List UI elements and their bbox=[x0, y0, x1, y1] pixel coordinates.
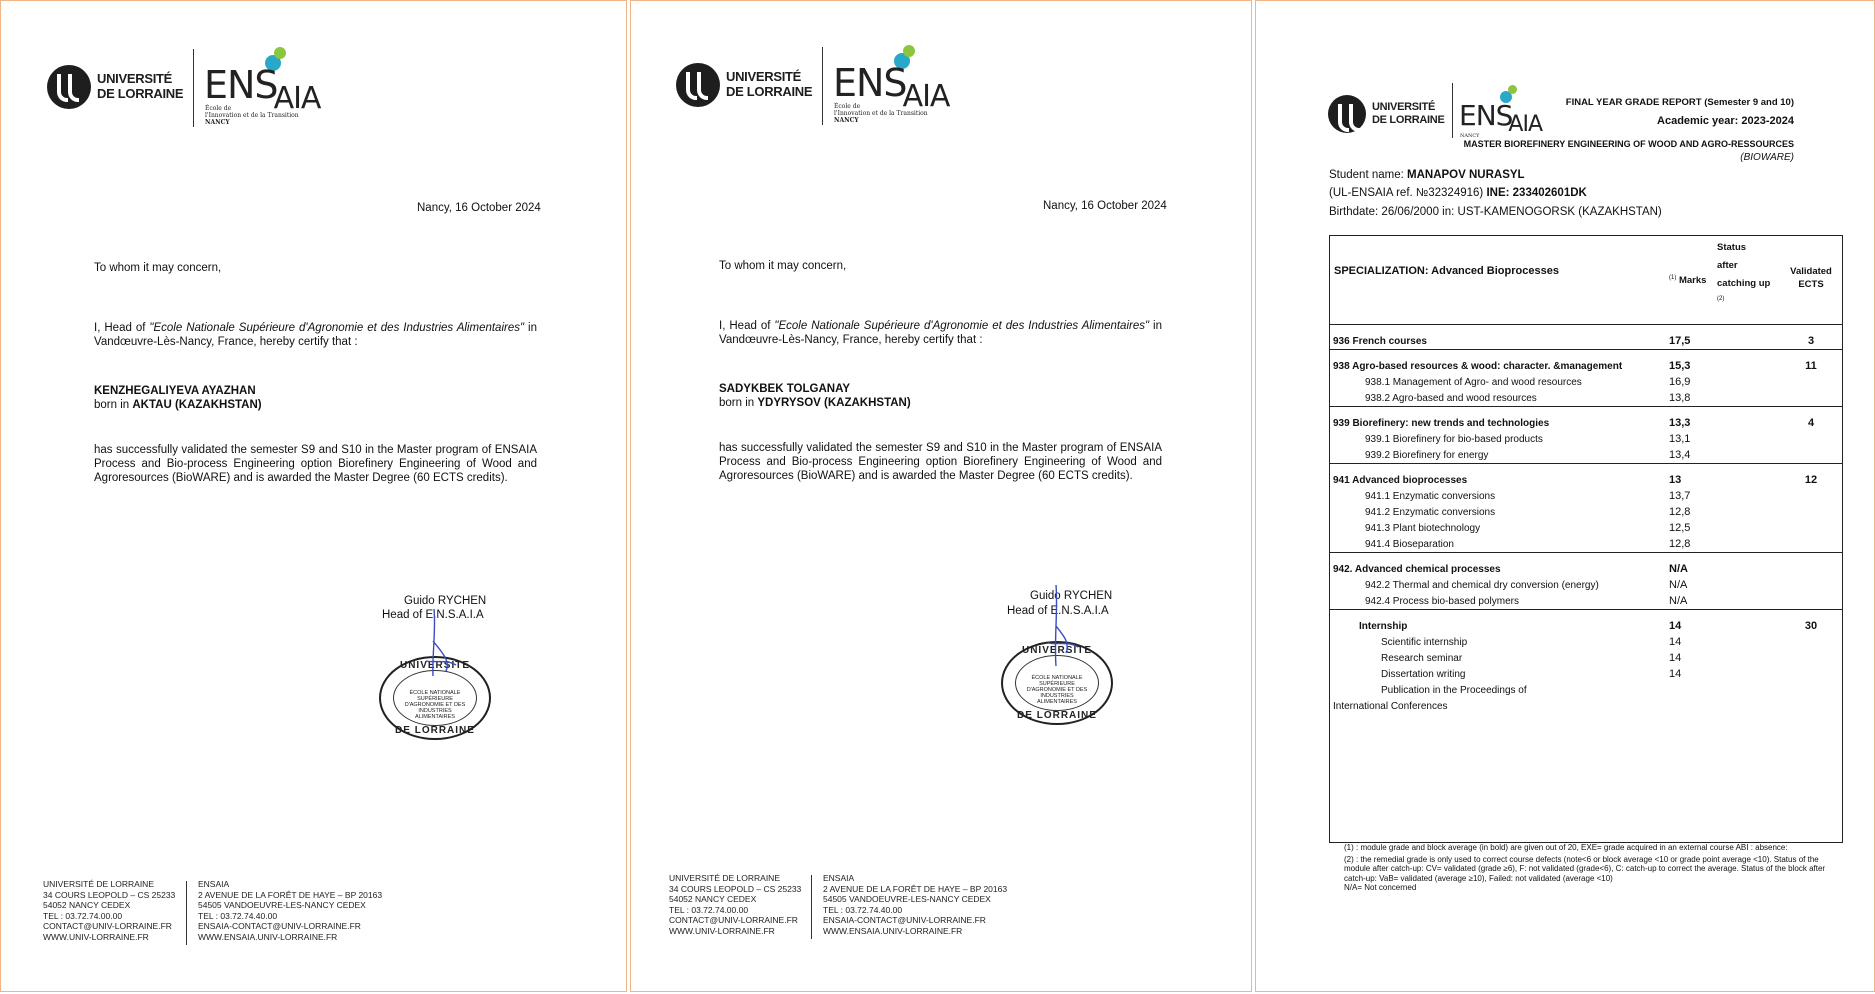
ul-logo-icon bbox=[676, 63, 720, 107]
course-ects bbox=[1779, 390, 1843, 407]
letter-body: has successfully validated the semester S9 and S10 in the Master program of ENSAIA Process and Bio-process Engineering option Biorefinery Engineering of Wood and Agroresources (BioWARE) and is awarded the Master Degree (60 ECTS credits). bbox=[94, 444, 537, 484]
signer-title: Head of E.N.S.A.I.A bbox=[1007, 605, 1109, 617]
signature bbox=[406, 601, 476, 691]
course-ects: 12 bbox=[1779, 464, 1843, 489]
footer-ensaia-address: ENSAIA 2 AVENUE DE LA FORÊT DE HAYE – BP 20163 54505 VANDOEUVRE-LES-NANCY CEDEX TEL : 03.72.74.40.00 ENSAIA-CONTACT@UNIV-LORRAINE.FR WWW.ENSAIA.UNIV-LORRAINE.FR bbox=[198, 879, 383, 942]
grade-subrow bbox=[1329, 577, 1843, 593]
grade-group-row bbox=[1329, 464, 1843, 489]
ul-logo-icon bbox=[1328, 95, 1366, 133]
logo-divider bbox=[1452, 83, 1453, 138]
student-name: SADYKBEK TOLGANAY bbox=[719, 383, 850, 395]
course-label: 939 Biorefinery: new trends and technologies bbox=[1329, 407, 1667, 432]
grade-subrow bbox=[1329, 447, 1843, 464]
course-label: 938 Agro-based resources & wood: character. &management bbox=[1329, 350, 1667, 375]
grade-table bbox=[1329, 235, 1843, 714]
course-ects bbox=[1779, 553, 1843, 578]
grade-subrow bbox=[1329, 520, 1843, 536]
grade-subrow bbox=[1329, 593, 1843, 610]
course-status bbox=[1715, 610, 1779, 635]
course-mark: 14 bbox=[1669, 652, 1682, 664]
course-label: Internship bbox=[1329, 610, 1667, 635]
course-status bbox=[1715, 698, 1779, 714]
course-mark: 16,9 bbox=[1669, 376, 1691, 388]
grade-subrow bbox=[1329, 431, 1843, 447]
ensaia-dot-green-icon bbox=[1508, 85, 1517, 94]
course-status bbox=[1715, 553, 1779, 578]
course-status bbox=[1715, 390, 1779, 407]
course-label: 941.2 Enzymatic conversions bbox=[1365, 507, 1496, 518]
course-mark: 13 bbox=[1667, 464, 1715, 489]
course-status bbox=[1715, 374, 1779, 390]
ul-logo-icon bbox=[47, 65, 91, 109]
course-label: Scientific internship bbox=[1381, 637, 1468, 648]
certificate-page-1 bbox=[0, 0, 627, 992]
footer-ul-address: UNIVERSITÉ DE LORRAINE 34 COURS LEOPOLD – CS 25233 54052 NANCY CEDEX TEL : 03.72.74.00.00 CONTACT@UNIV-LORRAINE.FR WWW.UNIV-LORRAINE.FR bbox=[669, 873, 802, 936]
ensaia-logo-subtitle: École de l'Innovation et de la Transition NANCY bbox=[834, 103, 928, 124]
course-label: 939.2 Biorefinery for energy bbox=[1365, 450, 1489, 461]
ensaia-logo-text: $ENS_{AIA}$ bbox=[1459, 99, 1543, 137]
course-label: Publication in the Proceedings of bbox=[1381, 685, 1527, 696]
footer-divider bbox=[186, 881, 187, 945]
master-program: MASTER BIOREFINERY ENGINEERING OF WOOD AND AGRO-RESSOURCES bbox=[1463, 139, 1794, 149]
course-mark: 13,8 bbox=[1669, 392, 1691, 404]
course-label: 942.4 Process bio-based polymers bbox=[1365, 596, 1519, 607]
course-ects bbox=[1779, 431, 1843, 447]
footnote-3: N/A= Not concerned bbox=[1344, 883, 1417, 892]
status-header: Status after catching up $^{(2)}$ bbox=[1717, 242, 1771, 302]
student-name: KENZHEGALIYEVA AYAZHAN bbox=[94, 385, 256, 397]
table-header-row bbox=[1329, 235, 1843, 325]
course-mark: 14 bbox=[1669, 636, 1682, 648]
grade-group-row bbox=[1329, 610, 1843, 635]
letter-body: has successfully validated the semester S9 and S10 in the Master program of ENSAIA Process and Bio-process Engineering option Biorefinery Engineering of Wood and Agroresources (BioWARE) and is awarded the Master Degree (60 ECTS credits). bbox=[719, 442, 1162, 482]
course-label: 939.1 Biorefinery for bio-based products bbox=[1365, 434, 1543, 445]
marks-header: $^{(1)}$ Marks bbox=[1669, 275, 1707, 287]
letter-date: Nancy, 16 October 2024 bbox=[417, 202, 541, 214]
letter-salutation: To whom it may concern, bbox=[94, 262, 222, 274]
course-status bbox=[1715, 520, 1779, 536]
course-label: 936 French courses bbox=[1329, 325, 1667, 350]
ensaia-dot-green-icon bbox=[903, 45, 915, 57]
course-label: 938.1 Management of Agro- and wood resources bbox=[1365, 377, 1582, 388]
grade-subrow bbox=[1329, 682, 1843, 698]
course-mark: N/A bbox=[1669, 579, 1688, 591]
course-mark: 13,3 bbox=[1667, 407, 1715, 432]
course-mark bbox=[1667, 698, 1715, 714]
letter-intro: I, Head of "Ecole Nationale Supérieure d'Agronomie et des Industries Alimentaires" in Vandœuvre-Lès-Nancy, France, hereby certify that : bbox=[719, 320, 1162, 346]
grade-group-row bbox=[1329, 350, 1843, 375]
course-ects bbox=[1779, 666, 1843, 682]
course-ects bbox=[1779, 650, 1843, 666]
course-label: 941.3 Plant biotechnology bbox=[1365, 523, 1481, 534]
footnote-2: (2) : the remedial grade is only used to correct course defects (note<6 or block average <10 or grade point average <10). Status of the module after catch-up: CV= validated (grade ≥6), F: not validated (grade<6), C: catch-up to correct the average. Status of the block after catch-up: VaB= validated (average ≥10), Failed: not validated (average <10) bbox=[1344, 854, 1826, 883]
grade-subrow bbox=[1329, 698, 1843, 714]
signer-name: Guido RYCHEN bbox=[1030, 590, 1113, 602]
course-ects bbox=[1779, 593, 1843, 610]
footer-ul-address: UNIVERSITÉ DE LORRAINE 34 COURS LEOPOLD – CS 25233 54052 NANCY CEDEX TEL : 03.72.74.00.00 CONTACT@UNIV-LORRAINE.FR WWW.UNIV-LORRAINE.FR bbox=[43, 879, 176, 942]
course-ects: 3 bbox=[1779, 325, 1843, 350]
course-ects bbox=[1779, 488, 1843, 504]
ects-header: Validated ECTS bbox=[1790, 266, 1832, 290]
course-label: 938.2 Agro-based and wood resources bbox=[1365, 393, 1537, 404]
specialization-header: SPECIALIZATION: Advanced Bioprocesses bbox=[1334, 265, 1559, 277]
course-mark: 17,5 bbox=[1667, 325, 1715, 350]
course-ects bbox=[1779, 698, 1843, 714]
course-ects: 4 bbox=[1779, 407, 1843, 432]
footer-divider bbox=[811, 875, 812, 939]
official-stamp: UNIVERSITE ÉCOLE NATIONALE SUPÉRIEURE D'AGRONOMIE ET DES INDUSTRIES ALIMENTAIRES DE LORRAINE bbox=[379, 656, 491, 740]
course-status bbox=[1715, 325, 1779, 350]
signer-title: Head of E.N.S.A.I.A bbox=[382, 609, 484, 621]
course-mark: 12,8 bbox=[1669, 538, 1691, 550]
course-ects bbox=[1779, 536, 1843, 553]
certificate-page-2 bbox=[630, 0, 1252, 992]
course-mark: 13,1 bbox=[1669, 433, 1691, 445]
student-name-line: Student name: MANAPOV NURASYL bbox=[1329, 169, 1525, 181]
course-status bbox=[1715, 447, 1779, 464]
course-status bbox=[1715, 488, 1779, 504]
report-footnotes bbox=[1344, 843, 1844, 893]
footnote-1: (1) : module grade and block average (in bold) are given out of 20, EXE= grade acquired in an external course ABI : absence: bbox=[1344, 843, 1788, 852]
course-ects bbox=[1779, 520, 1843, 536]
course-ects bbox=[1779, 504, 1843, 520]
grade-group-row bbox=[1329, 407, 1843, 432]
course-status bbox=[1715, 650, 1779, 666]
program-short: (BIOWARE) bbox=[1740, 152, 1794, 163]
logo-divider bbox=[193, 49, 194, 127]
course-status bbox=[1715, 634, 1779, 650]
ensaia-logo-text: $ENS_{AIA}$ bbox=[833, 61, 950, 114]
signer-name: Guido RYCHEN bbox=[404, 595, 487, 607]
student-birthplace: born in AKTAU (KAZAKHSTAN) bbox=[94, 399, 262, 411]
letter-date: Nancy, 16 October 2024 bbox=[1043, 200, 1167, 212]
ul-logo-text: UNIVERSITÉ DE LORRAINE bbox=[97, 71, 184, 101]
course-mark: 13,4 bbox=[1669, 449, 1691, 461]
university-logo bbox=[1328, 83, 1543, 143]
course-mark: 12,5 bbox=[1669, 522, 1691, 534]
course-ects bbox=[1779, 682, 1843, 698]
course-mark: 12,8 bbox=[1669, 506, 1691, 518]
university-logo bbox=[676, 47, 950, 129]
ensaia-logo-subtitle: NANCY bbox=[1460, 133, 1480, 139]
grade-subrow bbox=[1329, 634, 1843, 650]
course-label: International Conferences bbox=[1333, 701, 1448, 712]
course-status bbox=[1715, 682, 1779, 698]
course-mark: 14 bbox=[1667, 610, 1715, 635]
letter-salutation: To whom it may concern, bbox=[719, 260, 847, 272]
grade-group-row bbox=[1329, 553, 1843, 578]
grade-report-page bbox=[1255, 0, 1875, 992]
ul-logo-text: UNIVERSITÉ DE LORRAINE bbox=[1372, 101, 1445, 126]
signature bbox=[1026, 581, 1096, 681]
course-mark: 15,3 bbox=[1667, 350, 1715, 375]
ensaia-logo-text: $ENS_{AIA}$ bbox=[204, 63, 321, 116]
course-label: 941.4 Bioseparation bbox=[1365, 539, 1454, 550]
course-ects bbox=[1779, 447, 1843, 464]
grade-subrow bbox=[1329, 650, 1843, 666]
course-mark: N/A bbox=[1667, 553, 1715, 578]
course-status bbox=[1715, 536, 1779, 553]
course-label: 942.2 Thermal and chemical dry conversion (energy) bbox=[1365, 580, 1599, 591]
course-status bbox=[1715, 504, 1779, 520]
student-ref-line: (UL-ENSAIA ref. №32324916) INE: 233402601DK bbox=[1329, 187, 1587, 199]
course-status bbox=[1715, 577, 1779, 593]
grade-subrow bbox=[1329, 536, 1843, 553]
grade-subrow bbox=[1329, 666, 1843, 682]
course-label: 941 Advanced bioprocesses bbox=[1329, 464, 1667, 489]
grade-group-row bbox=[1329, 325, 1843, 350]
logo-divider bbox=[822, 47, 823, 125]
course-mark: N/A bbox=[1669, 595, 1688, 607]
ul-logo-text: UNIVERSITÉ DE LORRAINE bbox=[726, 69, 813, 99]
course-ects: 11 bbox=[1779, 350, 1843, 375]
ensaia-dot-green-icon bbox=[274, 47, 286, 59]
course-status bbox=[1715, 431, 1779, 447]
academic-year: Academic year: 2023-2024 bbox=[1657, 115, 1794, 127]
course-label: 941.1 Enzymatic conversions bbox=[1365, 491, 1496, 502]
grade-subrow bbox=[1329, 488, 1843, 504]
student-birth-line: Birthdate: 26/06/2000 in: UST-KAMENOGORSK (KAZAKHSTAN) bbox=[1329, 206, 1662, 218]
course-mark: 14 bbox=[1669, 668, 1682, 680]
course-ects: 30 bbox=[1779, 610, 1843, 635]
letter-intro: I, Head of "Ecole Nationale Supérieure d'Agronomie et des Industries Alimentaires" in Vandœuvre-Lès-Nancy, France, hereby certify that : bbox=[94, 322, 537, 348]
course-status bbox=[1715, 464, 1779, 489]
grade-subrow bbox=[1329, 374, 1843, 390]
course-ects bbox=[1779, 374, 1843, 390]
course-label: Research seminar bbox=[1381, 653, 1463, 664]
grade-subrow bbox=[1329, 504, 1843, 520]
student-birthplace: born in YDYRYSOV (KAZAKHSTAN) bbox=[719, 397, 911, 409]
course-ects bbox=[1779, 577, 1843, 593]
course-mark: 13,7 bbox=[1669, 490, 1691, 502]
course-status bbox=[1715, 350, 1779, 375]
course-status bbox=[1715, 407, 1779, 432]
university-logo bbox=[47, 49, 321, 131]
report-title: FINAL YEAR GRADE REPORT (Semester 9 and 10) bbox=[1565, 97, 1794, 108]
ensaia-logo-subtitle: École de l'Innovation et de la Transition NANCY bbox=[205, 105, 299, 126]
course-ects bbox=[1779, 634, 1843, 650]
course-label: 942. Advanced chemical processes bbox=[1329, 553, 1667, 578]
course-status bbox=[1715, 666, 1779, 682]
official-stamp: UNIVERSITE ÉCOLE NATIONALE SUPÉRIEURE D'AGRONOMIE ET DES INDUSTRIES ALIMENTAIRES DE LORRAINE bbox=[1001, 641, 1113, 725]
footer-ensaia-address: ENSAIA 2 AVENUE DE LA FORÊT DE HAYE – BP 20163 54505 VANDOEUVRE-LES-NANCY CEDEX TEL : 03.72.74.40.00 ENSAIA-CONTACT@UNIV-LORRAINE.FR WWW.ENSAIA.UNIV-LORRAINE.FR bbox=[823, 873, 1008, 936]
course-status bbox=[1715, 593, 1779, 610]
course-mark bbox=[1667, 682, 1715, 698]
course-label: Dissertation writing bbox=[1381, 669, 1466, 680]
grade-subrow bbox=[1329, 390, 1843, 407]
